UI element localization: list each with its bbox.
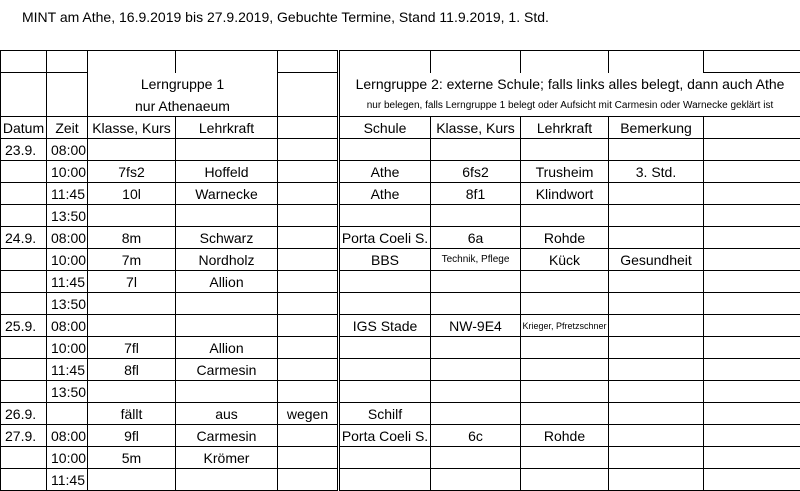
cell-lehrkraft2[interactable]	[521, 293, 609, 315]
cell-klasse1[interactable]: 7m	[88, 249, 176, 271]
cell[interactable]	[609, 51, 704, 73]
cell[interactable]	[1, 73, 47, 95]
cell-klasse1[interactable]	[88, 205, 176, 227]
cell-zeit[interactable]: 10:00	[47, 337, 88, 359]
table-row	[1, 227, 800, 249]
cell-klasse2[interactable]: 6a	[431, 227, 521, 249]
cell-schule[interactable]	[339, 205, 431, 227]
cell-extra[interactable]	[278, 315, 339, 337]
cell-klasse2[interactable]: NW-9E4	[431, 315, 521, 337]
group-title-row	[1, 73, 800, 95]
cell-extra[interactable]	[278, 447, 339, 469]
cell-schule[interactable]: Athe	[339, 161, 431, 183]
cell-lehrkraft2[interactable]	[521, 403, 609, 425]
table-row	[1, 469, 800, 491]
header-klasse1[interactable]: Klasse, Kurs	[88, 117, 176, 139]
cell-lehrkraft2[interactable]	[521, 447, 609, 469]
cell-klasse1[interactable]: fällt	[88, 403, 176, 425]
cell-schule[interactable]: Porta Coeli S.	[339, 425, 431, 447]
cell-zeit[interactable]: 13:50	[47, 205, 88, 227]
cell-klasse1[interactable]: 7fl	[88, 337, 176, 359]
header-lehrkraft2[interactable]: Lehrkraft	[521, 117, 609, 139]
cell-datum[interactable]	[1, 293, 47, 315]
cell-lehrkraft2[interactable]	[521, 337, 609, 359]
cell-lehrkraft2[interactable]	[521, 139, 609, 161]
cell-klasse2[interactable]	[431, 359, 521, 381]
cell-extra[interactable]	[278, 359, 339, 381]
cell-klasse1[interactable]	[88, 469, 176, 491]
cell-extra[interactable]	[278, 271, 339, 293]
cell-zeit[interactable]: 13:50	[47, 381, 88, 403]
cell-extra[interactable]: wegen	[278, 403, 339, 425]
cell-lehrkraft1[interactable]: Nordholz	[176, 249, 278, 271]
cell-schule[interactable]	[339, 469, 431, 491]
cell-klasse2[interactable]	[431, 205, 521, 227]
cell-lehrkraft1[interactable]: Schwarz	[176, 227, 278, 249]
cell-datum[interactable]: 25.9.	[1, 315, 47, 337]
cell-zeit[interactable]: 11:45	[47, 359, 88, 381]
cell-schule[interactable]: Athe	[339, 183, 431, 205]
cell-klasse1[interactable]	[88, 315, 176, 337]
empty-top-row	[1, 51, 800, 73]
cell-extra[interactable]	[278, 381, 339, 403]
cell[interactable]	[704, 249, 800, 271]
cell[interactable]	[704, 205, 800, 227]
cell-klasse1[interactable]: 7l	[88, 271, 176, 293]
header-datum[interactable]: Datum	[1, 117, 47, 139]
cell-klasse2[interactable]	[431, 403, 521, 425]
cell-bemerkung[interactable]	[609, 183, 704, 205]
cell[interactable]	[704, 469, 800, 491]
cell[interactable]	[704, 337, 800, 359]
cell-extra[interactable]	[278, 161, 339, 183]
cell-datum[interactable]	[1, 469, 47, 491]
cell-lehrkraft2[interactable]	[521, 469, 609, 491]
cell-bemerkung[interactable]	[609, 447, 704, 469]
cell[interactable]	[704, 183, 800, 205]
cell[interactable]	[278, 73, 339, 95]
cell-datum[interactable]	[1, 337, 47, 359]
table-row	[1, 337, 800, 359]
cell-lehrkraft2[interactable]	[521, 381, 609, 403]
cell-datum[interactable]	[1, 249, 47, 271]
cell[interactable]	[704, 315, 800, 337]
cell-bemerkung[interactable]	[609, 359, 704, 381]
cell-schule[interactable]	[339, 139, 431, 161]
cell-zeit[interactable]: 08:00	[47, 139, 88, 161]
table-row	[1, 425, 800, 447]
cell-lehrkraft1[interactable]	[176, 315, 278, 337]
cell-klasse1[interactable]: 7fs2	[88, 161, 176, 183]
cell-datum[interactable]	[1, 359, 47, 381]
cell-zeit[interactable]: 10:00	[47, 249, 88, 271]
table-row	[1, 205, 800, 227]
cell-schule[interactable]	[339, 447, 431, 469]
cell[interactable]	[1, 51, 47, 73]
cell[interactable]	[278, 51, 339, 73]
header-bemerkung[interactable]: Bemerkung	[609, 117, 704, 139]
cell-datum[interactable]: 27.9.	[1, 425, 47, 447]
cell[interactable]	[704, 359, 800, 381]
cell-zeit[interactable]: 08:00	[47, 315, 88, 337]
cell-extra[interactable]	[278, 425, 339, 447]
cell-zeit[interactable]: 13:50	[47, 293, 88, 315]
cell-klasse2[interactable]	[431, 469, 521, 491]
cell-schule[interactable]	[339, 337, 431, 359]
cell-klasse2[interactable]: 6fs2	[431, 161, 521, 183]
cell-extra[interactable]	[278, 249, 339, 271]
table-row	[1, 249, 800, 271]
cell-lehrkraft2[interactable]	[521, 271, 609, 293]
cell[interactable]	[704, 403, 800, 425]
cell-bemerkung[interactable]	[609, 271, 704, 293]
cell-datum[interactable]	[1, 183, 47, 205]
cell[interactable]	[1, 95, 47, 117]
cell-schule[interactable]: BBS	[339, 249, 431, 271]
cell-lehrkraft1[interactable]: Warnecke	[176, 183, 278, 205]
cell-extra[interactable]	[278, 227, 339, 249]
table-row	[1, 161, 800, 183]
cell-klasse2[interactable]: 8f1	[431, 183, 521, 205]
group-subtitle-row	[1, 95, 800, 117]
cell-klasse2[interactable]: 6c	[431, 425, 521, 447]
cell-bemerkung[interactable]	[609, 205, 704, 227]
cell-klasse1[interactable]	[88, 293, 176, 315]
cell-zeit[interactable]: 11:45	[47, 469, 88, 491]
cell[interactable]	[704, 139, 800, 161]
cell-extra[interactable]	[278, 293, 339, 315]
cell-datum[interactable]: 24.9.	[1, 227, 47, 249]
header-schule[interactable]: Schule	[339, 117, 431, 139]
cell-lehrkraft2[interactable]: Rohde	[521, 227, 609, 249]
cell[interactable]	[176, 51, 278, 73]
cell[interactable]	[521, 51, 609, 73]
table-row	[1, 293, 800, 315]
cell-datum[interactable]	[1, 271, 47, 293]
cell-lehrkraft1[interactable]	[176, 381, 278, 403]
cell-lehrkraft1[interactable]: Carmesin	[176, 425, 278, 447]
cell-extra[interactable]	[278, 139, 339, 161]
table-row	[1, 315, 800, 337]
cell-zeit[interactable]: 11:45	[47, 271, 88, 293]
cell-klasse2[interactable]: Technik, Pflege	[431, 249, 521, 271]
cell-lehrkraft1[interactable]: aus	[176, 403, 278, 425]
cell-zeit[interactable]: 10:00	[47, 447, 88, 469]
header-lehrkraft1[interactable]: Lehrkraft	[176, 117, 278, 139]
cell[interactable]	[704, 271, 800, 293]
cell[interactable]	[278, 95, 339, 117]
cell-schule[interactable]: IGS Stade	[339, 315, 431, 337]
cell-extra[interactable]	[278, 205, 339, 227]
cell-schule[interactable]: Schilf	[339, 403, 431, 425]
group2-subtitle[interactable]: nur belegen, falls Lerngruppe 1 belegt oder Aufsicht mit Carmesin oder Warnecke geklärt ist	[339, 95, 800, 117]
cell-lehrkraft1[interactable]: Carmesin	[176, 359, 278, 381]
header-zeit[interactable]: Zeit	[47, 117, 88, 139]
cell-lehrkraft2[interactable]: Klindwort	[521, 183, 609, 205]
cell-bemerkung[interactable]	[609, 337, 704, 359]
cell-extra[interactable]	[278, 469, 339, 491]
cell-bemerkung[interactable]: 3. Std.	[609, 161, 704, 183]
cell-zeit[interactable]	[47, 403, 88, 425]
cell-lehrkraft2[interactable]: Trusheim	[521, 161, 609, 183]
cell-lehrkraft1[interactable]	[176, 293, 278, 315]
table-row	[1, 271, 800, 293]
table-row	[1, 447, 800, 469]
cell-lehrkraft2[interactable]: Kück	[521, 249, 609, 271]
cell-zeit[interactable]: 10:00	[47, 161, 88, 183]
cell[interactable]	[704, 161, 800, 183]
cell[interactable]	[47, 73, 88, 95]
cell[interactable]	[431, 51, 521, 73]
cell-bemerkung[interactable]	[609, 381, 704, 403]
cell-klasse2[interactable]	[431, 139, 521, 161]
cell[interactable]	[704, 425, 800, 447]
cell-zeit[interactable]: 11:45	[47, 183, 88, 205]
cell[interactable]	[47, 95, 88, 117]
cell-lehrkraft1[interactable]: Hoffeld	[176, 161, 278, 183]
column-header-row	[1, 117, 800, 139]
cell-klasse1[interactable]	[88, 139, 176, 161]
cell[interactable]	[704, 293, 800, 315]
cell[interactable]	[339, 51, 431, 73]
cell-klasse2[interactable]	[431, 447, 521, 469]
cell-klasse2[interactable]	[431, 381, 521, 403]
cell-bemerkung[interactable]: Gesundheit	[609, 249, 704, 271]
cell-klasse1[interactable]	[88, 381, 176, 403]
cell-klasse2[interactable]	[431, 271, 521, 293]
cell-zeit[interactable]: 08:00	[47, 227, 88, 249]
cell-lehrkraft1[interactable]: Allion	[176, 337, 278, 359]
table-row	[1, 359, 800, 381]
cell-lehrkraft2[interactable]: Rohde	[521, 425, 609, 447]
cell-datum[interactable]: 23.9.	[1, 139, 47, 161]
cell-bemerkung[interactable]	[609, 227, 704, 249]
cell-klasse1[interactable]: 5m	[88, 447, 176, 469]
cell-zeit[interactable]: 08:00	[47, 425, 88, 447]
cell-lehrkraft2[interactable]	[521, 205, 609, 227]
group1-subtitle[interactable]: nur Athenaeum	[88, 95, 278, 117]
cell-schule[interactable]	[339, 381, 431, 403]
cell-lehrkraft2[interactable]: Krieger, Pfretzschner	[521, 315, 609, 337]
cell-klasse1[interactable]: 9fl	[88, 425, 176, 447]
cell-klasse1[interactable]: 8m	[88, 227, 176, 249]
cell-klasse2[interactable]	[431, 293, 521, 315]
cell[interactable]	[704, 51, 800, 73]
cell[interactable]	[704, 227, 800, 249]
table-row	[1, 139, 800, 161]
cell-datum[interactable]	[1, 381, 47, 403]
cell-lehrkraft1[interactable]: Allion	[176, 271, 278, 293]
cell-datum[interactable]	[1, 161, 47, 183]
sheet-title: MINT am Athe, 16.9.2019 bis 27.9.2019, Gebuchte Termine, Stand 11.9.2019, 1. Std.	[22, 9, 549, 25]
cell-schule[interactable]	[339, 359, 431, 381]
cell-datum[interactable]	[1, 447, 47, 469]
cell-klasse2[interactable]	[431, 337, 521, 359]
table-row	[1, 403, 800, 425]
cell-bemerkung[interactable]	[609, 469, 704, 491]
cell[interactable]	[47, 51, 88, 73]
cell-bemerkung[interactable]	[609, 315, 704, 337]
cell[interactable]	[88, 51, 176, 73]
cell-klasse1[interactable]: 10l	[88, 183, 176, 205]
cell-bemerkung[interactable]	[609, 139, 704, 161]
cell-datum[interactable]: 26.9.	[1, 403, 47, 425]
cell[interactable]	[704, 117, 800, 139]
cell-extra[interactable]	[278, 183, 339, 205]
cell-lehrkraft1[interactable]	[176, 205, 278, 227]
cell-datum[interactable]	[1, 205, 47, 227]
cell-klasse1[interactable]: 8fl	[88, 359, 176, 381]
cell-lehrkraft2[interactable]	[521, 359, 609, 381]
group1-title[interactable]: Lerngruppe 1	[88, 73, 278, 95]
cell-lehrkraft1[interactable]	[176, 139, 278, 161]
schedule-table	[0, 50, 800, 491]
cell-bemerkung[interactable]	[609, 403, 704, 425]
cell-lehrkraft1[interactable]	[176, 469, 278, 491]
cell-bemerkung[interactable]	[609, 293, 704, 315]
cell-schule[interactable]	[339, 271, 431, 293]
cell-bemerkung[interactable]	[609, 425, 704, 447]
cell[interactable]	[704, 447, 800, 469]
cell-schule[interactable]	[339, 293, 431, 315]
cell-lehrkraft1[interactable]: Krömer	[176, 447, 278, 469]
cell[interactable]	[704, 381, 800, 403]
table-row	[1, 381, 800, 403]
group2-title[interactable]: Lerngruppe 2: externe Schule; falls links alles belegt, dann auch Athe	[339, 73, 800, 95]
header-klasse2[interactable]: Klasse, Kurs	[431, 117, 521, 139]
cell-schule[interactable]: Porta Coeli S.	[339, 227, 431, 249]
table-row	[1, 183, 800, 205]
cell-extra[interactable]	[278, 337, 339, 359]
cell[interactable]	[278, 117, 339, 139]
